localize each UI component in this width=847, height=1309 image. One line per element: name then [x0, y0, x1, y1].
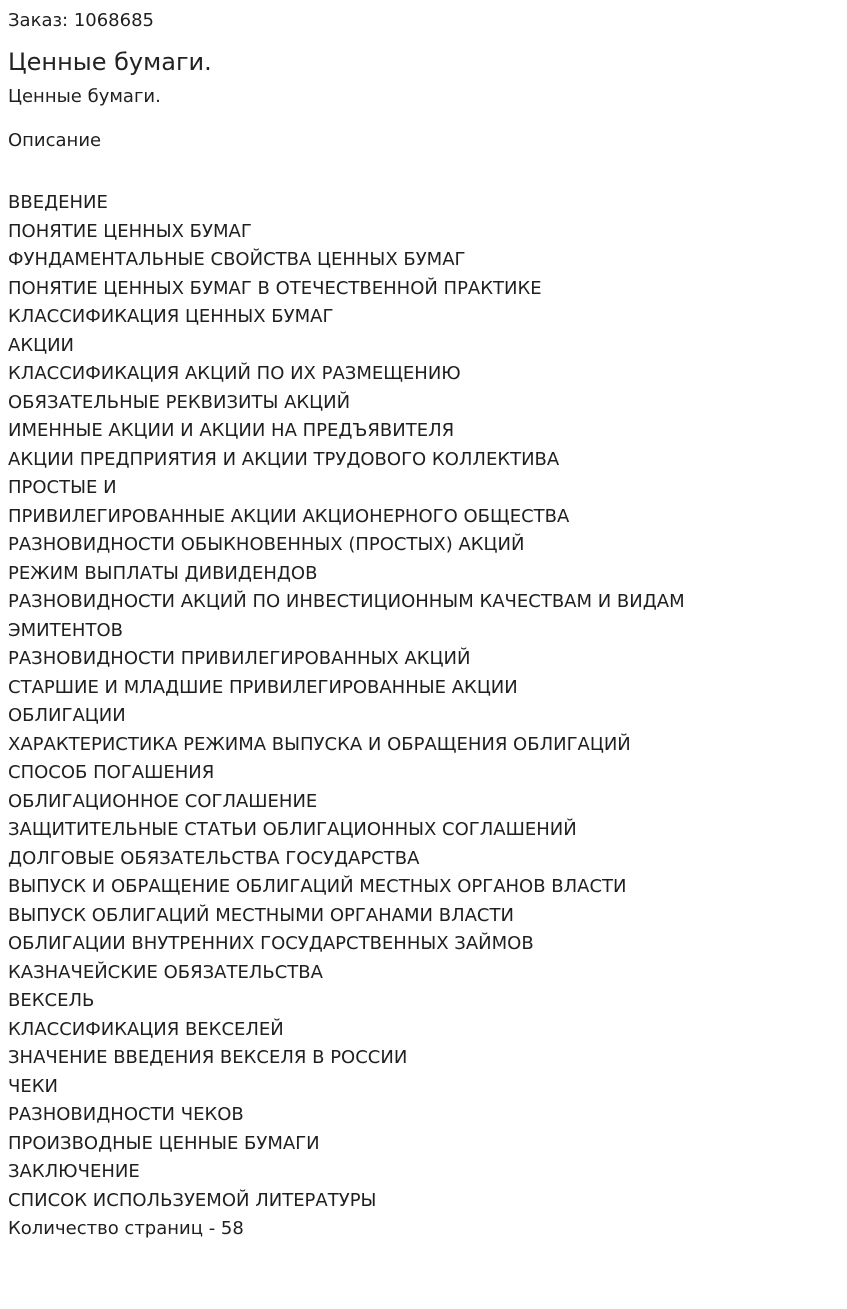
- toc-item: РАЗНОВИДНОСТИ ОБЫКНОВЕННЫХ (ПРОСТЫХ) АКЦИЙ: [8, 534, 525, 555]
- order-number: Заказ: 1068685: [8, 10, 154, 31]
- toc-item: ВЕКСЕЛЬ: [8, 990, 95, 1011]
- toc-item: КЛАССИФИКАЦИЯ ЦЕННЫХ БУМАГ: [8, 306, 334, 327]
- toc-item: ДОЛГОВЫЕ ОБЯЗАТЕЛЬСТВА ГОСУДАРСТВА: [8, 847, 420, 869]
- toc-item: РАЗНОВИДНОСТИ АКЦИЙ ПО ИНВЕСТИЦИОННЫМ КАЧЕСТВАМ И ВИДАМ ЭМИТЕНТОВ: [8, 591, 685, 641]
- toc-item: ОБЛИГАЦИОННОЕ СОГЛАШЕНИЕ: [8, 790, 318, 812]
- toc-item: АКЦИИ: [8, 334, 74, 356]
- toc-item: ОБЯЗАТЕЛЬНЫЕ РЕКВИЗИТЫ АКЦИЙ: [8, 391, 351, 413]
- toc-item: ФУНДАМЕНТАЛЬНЫЕ СВОЙСТВА ЦЕННЫХ БУМАГ: [8, 249, 466, 270]
- toc-item: ЧЕКИ: [8, 1075, 58, 1097]
- toc-item: ХАРАКТЕРИСТИКА РЕЖИМА ВЫПУСКА И ОБРАЩЕНИЯ ОБЛИГАЦИЙ: [8, 733, 631, 755]
- toc-item: РАЗНОВИДНОСТИ ПРИВИЛЕГИРОВАННЫХ АКЦИЙ: [8, 648, 471, 669]
- toc-item: ОБЛИГАЦИИ: [8, 705, 126, 726]
- toc-item: КЛАССИФИКАЦИЯ ВЕКСЕЛЕЙ: [8, 1018, 284, 1040]
- toc-item: ЗАКЛЮЧЕНИЕ: [8, 1161, 140, 1182]
- toc-item: ПРИВИЛЕГИРОВАННЫЕ АКЦИИ АКЦИОНЕРНОГО ОБЩЕСТВА: [8, 505, 570, 527]
- toc-item: АКЦИИ ПРЕДПРИЯТИЯ И АКЦИИ ТРУДОВОГО КОЛЛЕКТИВА: [8, 448, 560, 470]
- toc-item: ЗНАЧЕНИЕ ВВЕДЕНИЯ ВЕКСЕЛЯ В РОССИИ: [8, 1047, 408, 1068]
- toc-item: ИМЕННЫЕ АКЦИИ И АКЦИИ НА ПРЕДЪЯВИТЕЛЯ: [8, 420, 455, 441]
- page-subtitle: Ценные бумаги.: [8, 86, 161, 107]
- toc-item: РЕЖИМ ВЫПЛАТЫ ДИВИДЕНДОВ: [8, 562, 318, 584]
- pages-count: Количество страниц - 58: [8, 1218, 244, 1239]
- toc-item: ЗАЩИТИТЕЛЬНЫЕ СТАТЬИ ОБЛИГАЦИОННЫХ СОГЛАШЕНИЙ: [8, 819, 577, 840]
- toc-item: ОБЛИГАЦИИ ВНУТРЕННИХ ГОСУДАРСТВЕННЫХ ЗАЙМОВ: [8, 933, 534, 954]
- toc-item: ВЫПУСК И ОБРАЩЕНИЕ ОБЛИГАЦИЙ МЕСТНЫХ ОРГАНОВ ВЛАСТИ: [8, 876, 627, 897]
- toc-item: ПОНЯТИЕ ЦЕННЫХ БУМАГ В ОТЕЧЕСТВЕННОЙ ПРАКТИКЕ: [8, 277, 542, 299]
- toc-item: ВЫПУСК ОБЛИГАЦИЙ МЕСТНЫМИ ОРГАНАМИ ВЛАСТИ: [8, 904, 514, 926]
- toc-item: КАЗНАЧЕЙСКИЕ ОБЯЗАТЕЛЬСТВА: [8, 961, 323, 983]
- toc-item: КЛАССИФИКАЦИЯ АКЦИЙ ПО ИХ РАЗМЕЩЕНИЮ: [8, 363, 461, 384]
- table-of-contents: [8, 189, 768, 1215]
- toc-item: СТАРШИЕ И МЛАДШИЕ ПРИВИЛЕГИРОВАННЫЕ АКЦИИ: [8, 676, 518, 698]
- toc-item: СПОСОБ ПОГАШЕНИЯ: [8, 762, 215, 783]
- toc-item: РАЗНОВИДНОСТИ ЧЕКОВ: [8, 1104, 244, 1125]
- toc-item: ПРОИЗВОДНЫЕ ЦЕННЫЕ БУМАГИ: [8, 1132, 320, 1154]
- toc-item: ПРОСТЫЕ И: [8, 477, 117, 498]
- page-title: Ценные бумаги.: [8, 48, 212, 76]
- toc-item: СПИСОК ИСПОЛЬЗУЕМОЙ ЛИТЕРАТУРЫ: [8, 1189, 377, 1211]
- toc-item: ПОНЯТИЕ ЦЕННЫХ БУМАГ: [8, 220, 252, 242]
- description-label: Описание: [8, 130, 102, 151]
- toc-item: ВВЕДЕНИЕ: [8, 192, 108, 213]
